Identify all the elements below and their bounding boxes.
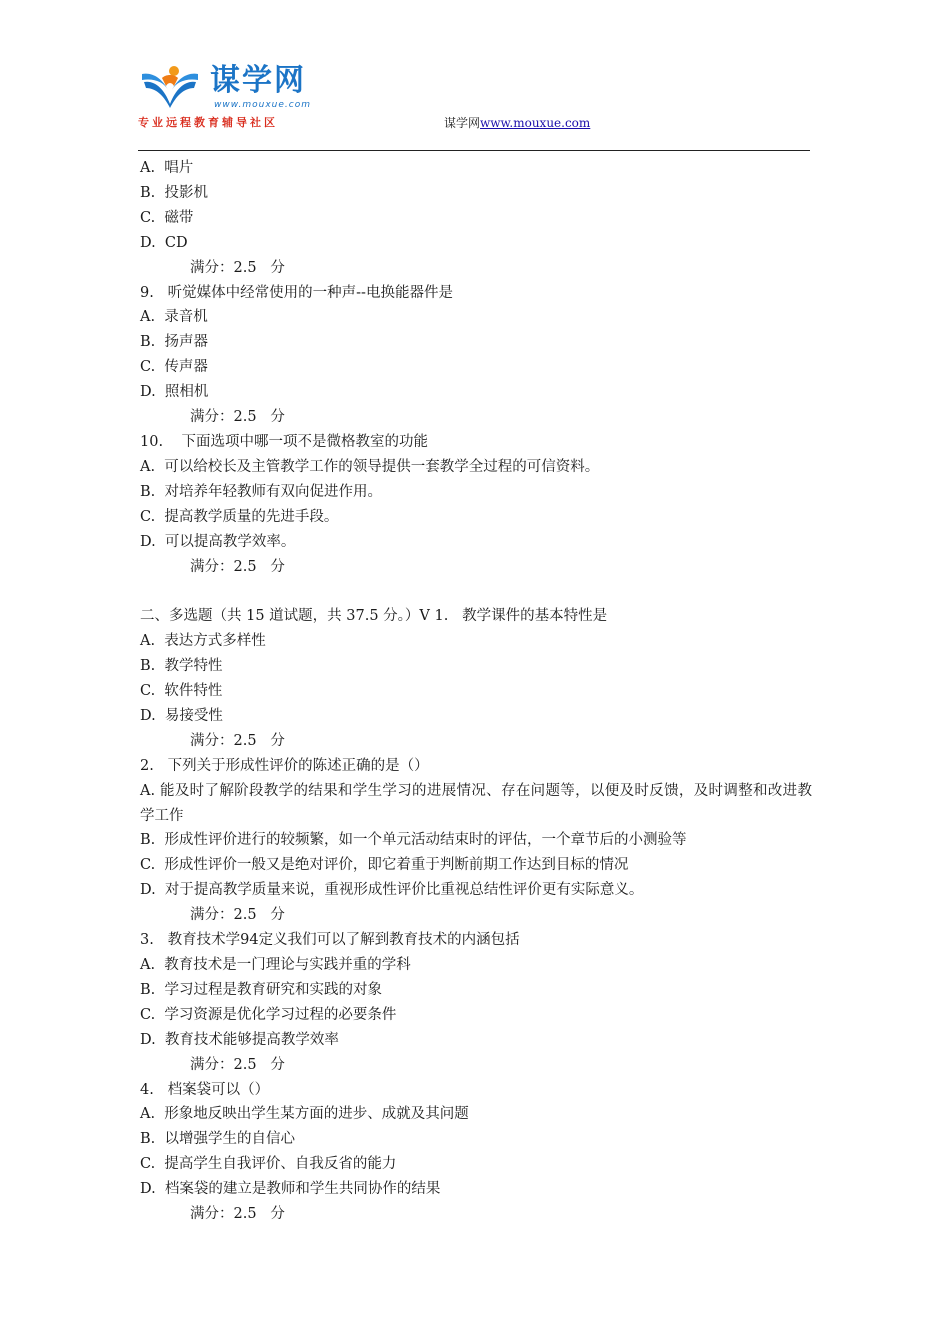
answer-option: D. 对于提高教学质量来说，重视形成性评价比重视总结性评价更有实际意义。 (140, 882, 644, 899)
answer-option: B. 对培养年轻教师有双向促进作用。 (140, 483, 382, 500)
header-divider (138, 150, 810, 151)
score-line: 满分：2.5 分 (190, 558, 285, 575)
score-line: 满分：2.5 分 (190, 259, 285, 276)
answer-option: C. 提高教学质量的先进手段。 (140, 508, 339, 525)
answer-option: B. 教学特性 (140, 658, 223, 675)
logo-name: 谋学网 (210, 63, 306, 98)
answer-option: C. 传声器 (140, 359, 208, 376)
answer-option: C. 学习资源是优化学习过程的必要条件 (140, 1006, 397, 1023)
answer-option: B. 形成性评价进行的较频繁，如一个单元活动结束时的评估，一个章节后的小测验等 (140, 832, 687, 849)
question-text: 2. 下列关于形成性评价的陈述正确的是（） (140, 757, 429, 774)
question-text: 9. 听觉媒体中经常使用的一种声--电换能器件是 (140, 284, 453, 301)
answer-option: C. 提高学生自我评价、自我反省的能力 (140, 1156, 397, 1173)
answer-option: C. 软件特性 (140, 683, 223, 700)
score-line: 满分：2.5 分 (190, 1206, 285, 1223)
logo-url: www.mouxue.com (214, 100, 311, 110)
answer-option: A. 形象地反映出学生某方面的进步、成就及其问题 (140, 1106, 469, 1123)
answer-option: C. 磁带 (140, 209, 194, 226)
blank-line (140, 579, 812, 604)
site-reference (444, 115, 590, 131)
answer-option: A. 能及时了解阶段教学的结果和学生学习的进展情况、存在问题等，以便及时反馈，及时调整和改进教学工作 (140, 782, 812, 824)
score-line: 满分：2.5 分 (190, 907, 285, 924)
answer-option: D. 档案袋的建立是教师和学生共同协作的结果 (140, 1181, 441, 1198)
question-text: 3. 教育技术学94定义我们可以了解到教育技术的内涵包括 (140, 932, 520, 949)
answer-option: B. 学习过程是教育研究和实践的对象 (140, 981, 382, 998)
site-link[interactable]: www.mouxue.com (480, 116, 591, 130)
answer-option: D. CD (140, 234, 188, 251)
answer-option: D. 易接受性 (140, 707, 223, 724)
question-text: 4. 档案袋可以（） (140, 1081, 270, 1098)
answer-option: A. 表达方式多样性 (140, 633, 266, 650)
question-text: 10. 下面选项中哪一项不是微格教室的功能 (140, 433, 428, 450)
answer-option: D. 教育技术能够提高教学效率 (140, 1031, 339, 1048)
answer-option: A. 录音机 (140, 309, 208, 326)
site-logo (138, 62, 328, 132)
logo-slogan: 专业远程教育辅导社区 (138, 116, 278, 129)
answer-option: A. 教育技术是一门理论与实践并重的学科 (140, 956, 411, 973)
answer-option: B. 投影机 (140, 184, 208, 201)
page-header (0, 0, 950, 155)
answer-option: C. 形成性评价一般又是绝对评价，即它着重于判断前期工作达到目标的情况 (140, 857, 629, 874)
score-line: 满分：2.5 分 (190, 1056, 285, 1073)
score-line: 满分：2.5 分 (190, 732, 285, 749)
answer-option: A. 可以给校长及主管教学工作的领导提供一套教学全过程的可信资料。 (140, 458, 600, 475)
document-body (140, 156, 812, 1227)
book-person-logo-icon (138, 64, 202, 108)
answer-option: A. 唱片 (140, 160, 194, 176)
score-line: 满分：2.5 分 (190, 409, 285, 426)
section-heading: 二、多选题（共 15 道试题，共 37.5 分。）V 1. 教学课件的基本特性是 (140, 608, 608, 625)
site-label: 谋学网 (444, 116, 481, 130)
answer-option: B. 以增强学生的自信心 (140, 1131, 295, 1148)
answer-option: B. 扬声器 (140, 334, 208, 351)
answer-option: D. 照相机 (140, 384, 209, 401)
answer-option: D. 可以提高教学效率。 (140, 533, 296, 550)
